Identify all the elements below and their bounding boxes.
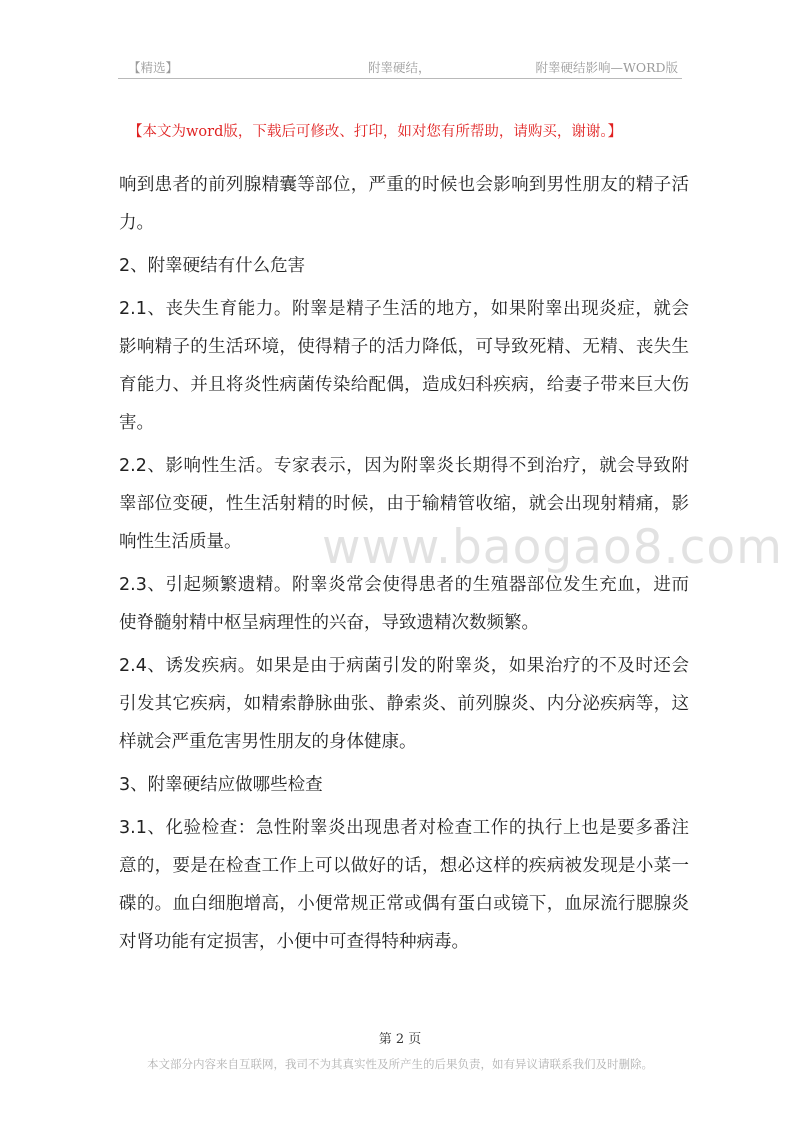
page-number: 第 2 页 [378,1032,422,1047]
copyright-notice: 【本文为word版，下载后可修改、打印，如对您有所帮助，请购买，谢谢。】 [128,124,623,140]
page-footer-disclaimer: 本文部分内容来自互联网，我司不为其真实性及所产生的后果负责，如有异议请联系我们及时删除。 [147,1057,653,1071]
paragraph-2-3: 2.3、引起频繁遗精。附睾炎常会使得患者的生殖器部位发生充血，进而使脊髓射精中枢呈病理性的兴奋，导致遗精次数频繁。 [119,575,689,633]
section-heading-3: 3、附睾硬结应做哪些检查 [119,775,323,795]
page-header [118,56,682,79]
paragraph-2-1: 2.1、丧失生育能力。附睾是精子生活的地方，如果附睾出现炎症，就会影响精子的生活环境，使得精子的活力降低，可导致死精、无精、丧失生育能力、并且将炎性病菌传染给配偶，造成妇科疾病，给妻子带来巨大伤害。 [119,299,689,433]
header-left-text: 【精选】 [128,60,179,75]
paragraph-2-2: 2.2、影响性生活。专家表示，因为附睾炎长期得不到治疗，就会导致附睾部位变硬，性生活射精的时候，由于输精管收缩，就会出现射精痛，影响性生活质量。 [119,456,689,552]
paragraph-2-4: 2.4、诱发疾病。如果是由于病菌引发的附睾炎，如果治疗的不及时还会引发其它疾病，如精索静脉曲张、静索炎、前列腺炎、内分泌疾病等，这样就会严重危害男性朋友的身体健康。 [119,656,689,752]
section-heading-2: 2、附睾硬结有什么危害 [119,256,306,276]
header-right-text: 附睾硬结影响—WORD版 [535,60,678,75]
paragraph-continuation: 响到患者的前列腺精囊等部位，严重的时候也会影响到男性朋友的精子活力。 [119,175,689,233]
paragraph-3-1: 3.1、化验检查：急性附睾炎出现患者对检查工作的执行上也是要多番注意的，要是在检查工作上可以做好的话，想必这样的疾病被发现是小菜一碟的。血白细胞增高，小便常规正常或偶有蛋白或镜下，血尿流行腮腺炎对肾功能有定损害，小便中可查得特种病毒。 [119,818,689,952]
header-center-text: 附睾硬结， [368,60,431,75]
watermark: www.baogao8.com [322,520,783,575]
